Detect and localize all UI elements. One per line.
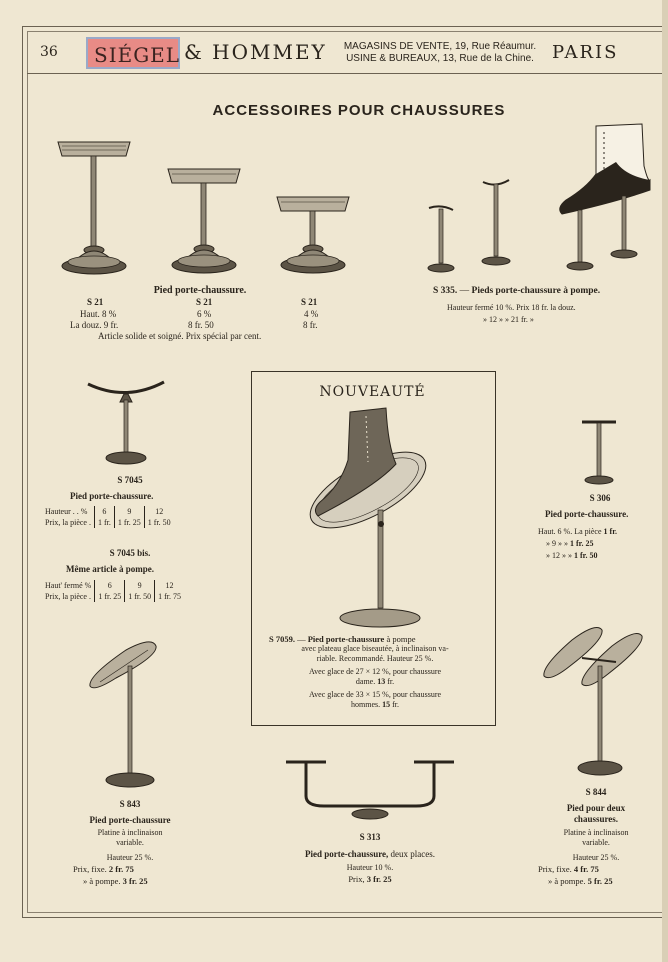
cell: 1 fr. 25	[114, 517, 144, 528]
s306-row-3-label: » 12 » »	[546, 551, 572, 560]
s7059-opt1-price: 13	[377, 677, 386, 686]
s7059-ref: S 7059.	[269, 634, 295, 644]
illustration-s335-boot-stand	[556, 122, 656, 274]
row-label: Haut' fermé %	[45, 581, 92, 590]
s21-ref-2: S 21	[196, 297, 213, 307]
cell: 6	[94, 506, 114, 517]
row-label: Prix, la pièce .	[45, 518, 91, 527]
s306-row-1-label: Haut. 6 %. La pièce	[538, 527, 602, 536]
cell: 1 fr. 50	[125, 591, 155, 602]
s843-price-fixed	[73, 864, 134, 875]
s7059-dash: —	[297, 634, 306, 644]
s313-price-value: 3 fr. 25	[366, 874, 392, 884]
s306-row-1	[538, 526, 617, 537]
page-number: 36	[40, 44, 58, 60]
s7059-option-2	[260, 690, 490, 710]
table-row	[42, 591, 184, 602]
s7059-title-suffix: à pompe	[386, 634, 416, 644]
s7059-opt1-line-1: Avec glace de 27 × 12 %, pour chaussure	[308, 667, 442, 676]
s21-price-3: 8 fr.	[303, 320, 318, 330]
s844-price-fixed-value: 4 fr. 75	[573, 864, 599, 874]
s843-feature	[60, 828, 200, 848]
s844-caption	[536, 803, 656, 825]
s7059-opt2-line-1: Avec glace de 33 × 15 %, pour chaussure	[308, 690, 442, 699]
illustration-s844-double-stand	[542, 622, 646, 780]
s843-feature-line-1: Platine à inclinaison	[97, 828, 163, 837]
s7045-caption: Pied porte-chaussure.	[70, 491, 154, 501]
brand-siegel-stamp	[86, 37, 180, 69]
address-line-1: MAGASINS DE VENTE, 19, Rue Réaumur.	[343, 41, 537, 52]
s7045-price-table	[42, 506, 174, 528]
cell: 1 fr. 50	[144, 517, 173, 528]
table-row	[42, 506, 174, 517]
row-label: Hauteur . . %	[45, 507, 88, 516]
s844-ref: S 844	[585, 787, 607, 797]
s335-caption	[433, 286, 600, 297]
cell: 1 fr. 25	[95, 591, 125, 602]
table-row	[42, 580, 184, 591]
s21-price-1: La douz. 9 fr.	[70, 320, 119, 330]
s843-price-pump-label: » à pompe.	[83, 876, 121, 886]
s313-caption-bold: Pied porte-chaussure,	[304, 849, 389, 859]
brand-hommey: & HOMMEY	[184, 40, 327, 64]
s843-price-pump	[83, 876, 148, 887]
s21-ref-3: S 21	[301, 297, 318, 307]
cell: 6	[95, 580, 125, 591]
s21-height-3: 4 %	[304, 309, 319, 319]
s21-ref-1: S 21	[87, 297, 104, 307]
s306-ref: S 306	[589, 493, 611, 503]
s7059-option-1	[260, 667, 490, 687]
page-title: ACCESSOIRES POUR CHAUSSURES	[212, 102, 506, 119]
s7059-opt2-line-2	[260, 700, 490, 710]
s21-note: Article solide et soigné. Prix spécial par cent.	[98, 331, 262, 341]
illustration-s313-double-stand	[284, 756, 456, 826]
brand-siegel: SIÉGEL	[94, 43, 181, 67]
s7045-ref: S 7045	[117, 475, 143, 485]
s313-price	[300, 874, 440, 885]
s7059-title: Pied porte-chaussure	[307, 634, 385, 644]
address-block	[330, 41, 550, 65]
s313-height: Hauteur 10 %.	[346, 863, 394, 872]
s843-caption: Pied porte-chaussure	[89, 815, 171, 825]
s306-row-1-price: 1 fr.	[603, 527, 618, 536]
illustration-s7059-glass-plate-stand	[306, 406, 426, 632]
s335-title: Pieds porte-chaussure à pompe.	[471, 286, 601, 296]
illustration-s843-stand	[86, 636, 162, 792]
illustration-s335-low-stand	[426, 202, 456, 276]
s335-row-2: » 12 » » 21 fr. »	[483, 315, 534, 324]
s844-price-pump	[548, 876, 613, 887]
s313-price-label: Prix,	[348, 874, 365, 884]
illustration-s306-stand	[580, 418, 620, 488]
address-line-2: USINE & BUREAUX, 13, Rue de la Chine.	[346, 53, 534, 64]
s843-height: Hauteur 25 %.	[106, 853, 154, 862]
s306-row-3-price: 1 fr. 50	[574, 551, 598, 560]
s844-caption-line-1: Pied pour deux	[566, 803, 626, 813]
illustration-s21-tall-stand	[54, 138, 134, 278]
s313-caption-suffix: deux places.	[390, 849, 436, 859]
illustration-s335-tall-stand	[480, 176, 512, 270]
illustration-s7045-stand	[84, 376, 168, 468]
s7059-opt2-label: hommes.	[351, 700, 381, 709]
s844-feature	[536, 828, 656, 848]
s7059-opt1-label: dame.	[355, 677, 376, 686]
s313-caption	[260, 849, 480, 860]
table-row	[42, 517, 174, 528]
page-edge	[662, 0, 668, 962]
cell: 1 fr.	[94, 517, 114, 528]
cell: 12	[155, 580, 184, 591]
s843-price-fixed-value: 2 fr. 75	[108, 864, 134, 874]
s7059-opt2-unit: fr.	[392, 700, 399, 709]
cell: 1 fr. 75	[155, 591, 184, 602]
s7059-desc-line-2: riable. Recommandé. Hauteur 25 %.	[316, 654, 434, 663]
s843-feature-line-2: variable.	[116, 838, 144, 847]
s313-ref: S 313	[359, 832, 381, 842]
illustration-s21-medium-stand	[164, 165, 244, 277]
s306-row-3	[546, 550, 597, 561]
nouveaute-heading: NOUVEAUTÉ	[319, 384, 426, 400]
cell: 9	[114, 506, 144, 517]
s21-height-2: 6 %	[197, 309, 212, 319]
s335-row-1: Hauteur fermé 10 %. Prix 18 fr. la douz.	[447, 303, 576, 312]
s844-feature-line-2: variable.	[582, 838, 610, 847]
s7059-description	[260, 644, 490, 664]
s306-row-2	[546, 538, 593, 549]
s7059-opt1-line-2	[260, 677, 490, 687]
s306-row-2-label: » 9 » »	[546, 539, 568, 548]
s7059-opt1-unit: fr.	[387, 677, 395, 686]
s843-ref: S 843	[119, 799, 141, 809]
s7045bis-ref: S 7045 bis.	[109, 548, 151, 558]
s844-height: Hauteur 25 %.	[572, 853, 620, 862]
s21-caption: Pied porte-chaussure.	[153, 285, 247, 296]
s21-price-2: 8 fr. 50	[188, 320, 214, 330]
s306-row-2-price: 1 fr. 25	[570, 539, 594, 548]
row-label: Prix, la pièce .	[45, 592, 91, 601]
s844-feature-line-1: Platine à inclinaison	[563, 828, 629, 837]
s844-price-fixed-label: Prix, fixe.	[538, 864, 572, 874]
cell: 12	[144, 506, 173, 517]
s335-dash: —	[459, 286, 470, 296]
cell: 9	[125, 580, 155, 591]
s843-price-pump-value: 3 fr. 25	[122, 876, 148, 886]
illustration-s21-short-stand	[273, 193, 353, 277]
s7059-desc-line-1: avec plateau glace biseautée, à inclinaison va-	[301, 644, 449, 653]
s7045bis-price-table	[42, 580, 184, 602]
s844-price-fixed	[538, 864, 599, 875]
s335-ref: S 335.	[433, 286, 458, 296]
s306-caption: Pied porte-chaussure.	[545, 509, 629, 519]
s844-caption-line-2: chaussures.	[573, 814, 619, 824]
city: PARIS	[552, 42, 619, 63]
s21-height-1: Haut. 8 %	[80, 309, 117, 319]
s7059-opt2-price: 15	[382, 700, 391, 709]
s844-price-pump-label: » à pompe.	[548, 876, 586, 886]
s844-price-pump-value: 5 fr. 25	[587, 876, 613, 886]
s7045bis-caption: Même article à pompe.	[66, 564, 154, 574]
header-rule	[27, 73, 667, 74]
s843-price-fixed-label: Prix, fixe.	[73, 864, 107, 874]
